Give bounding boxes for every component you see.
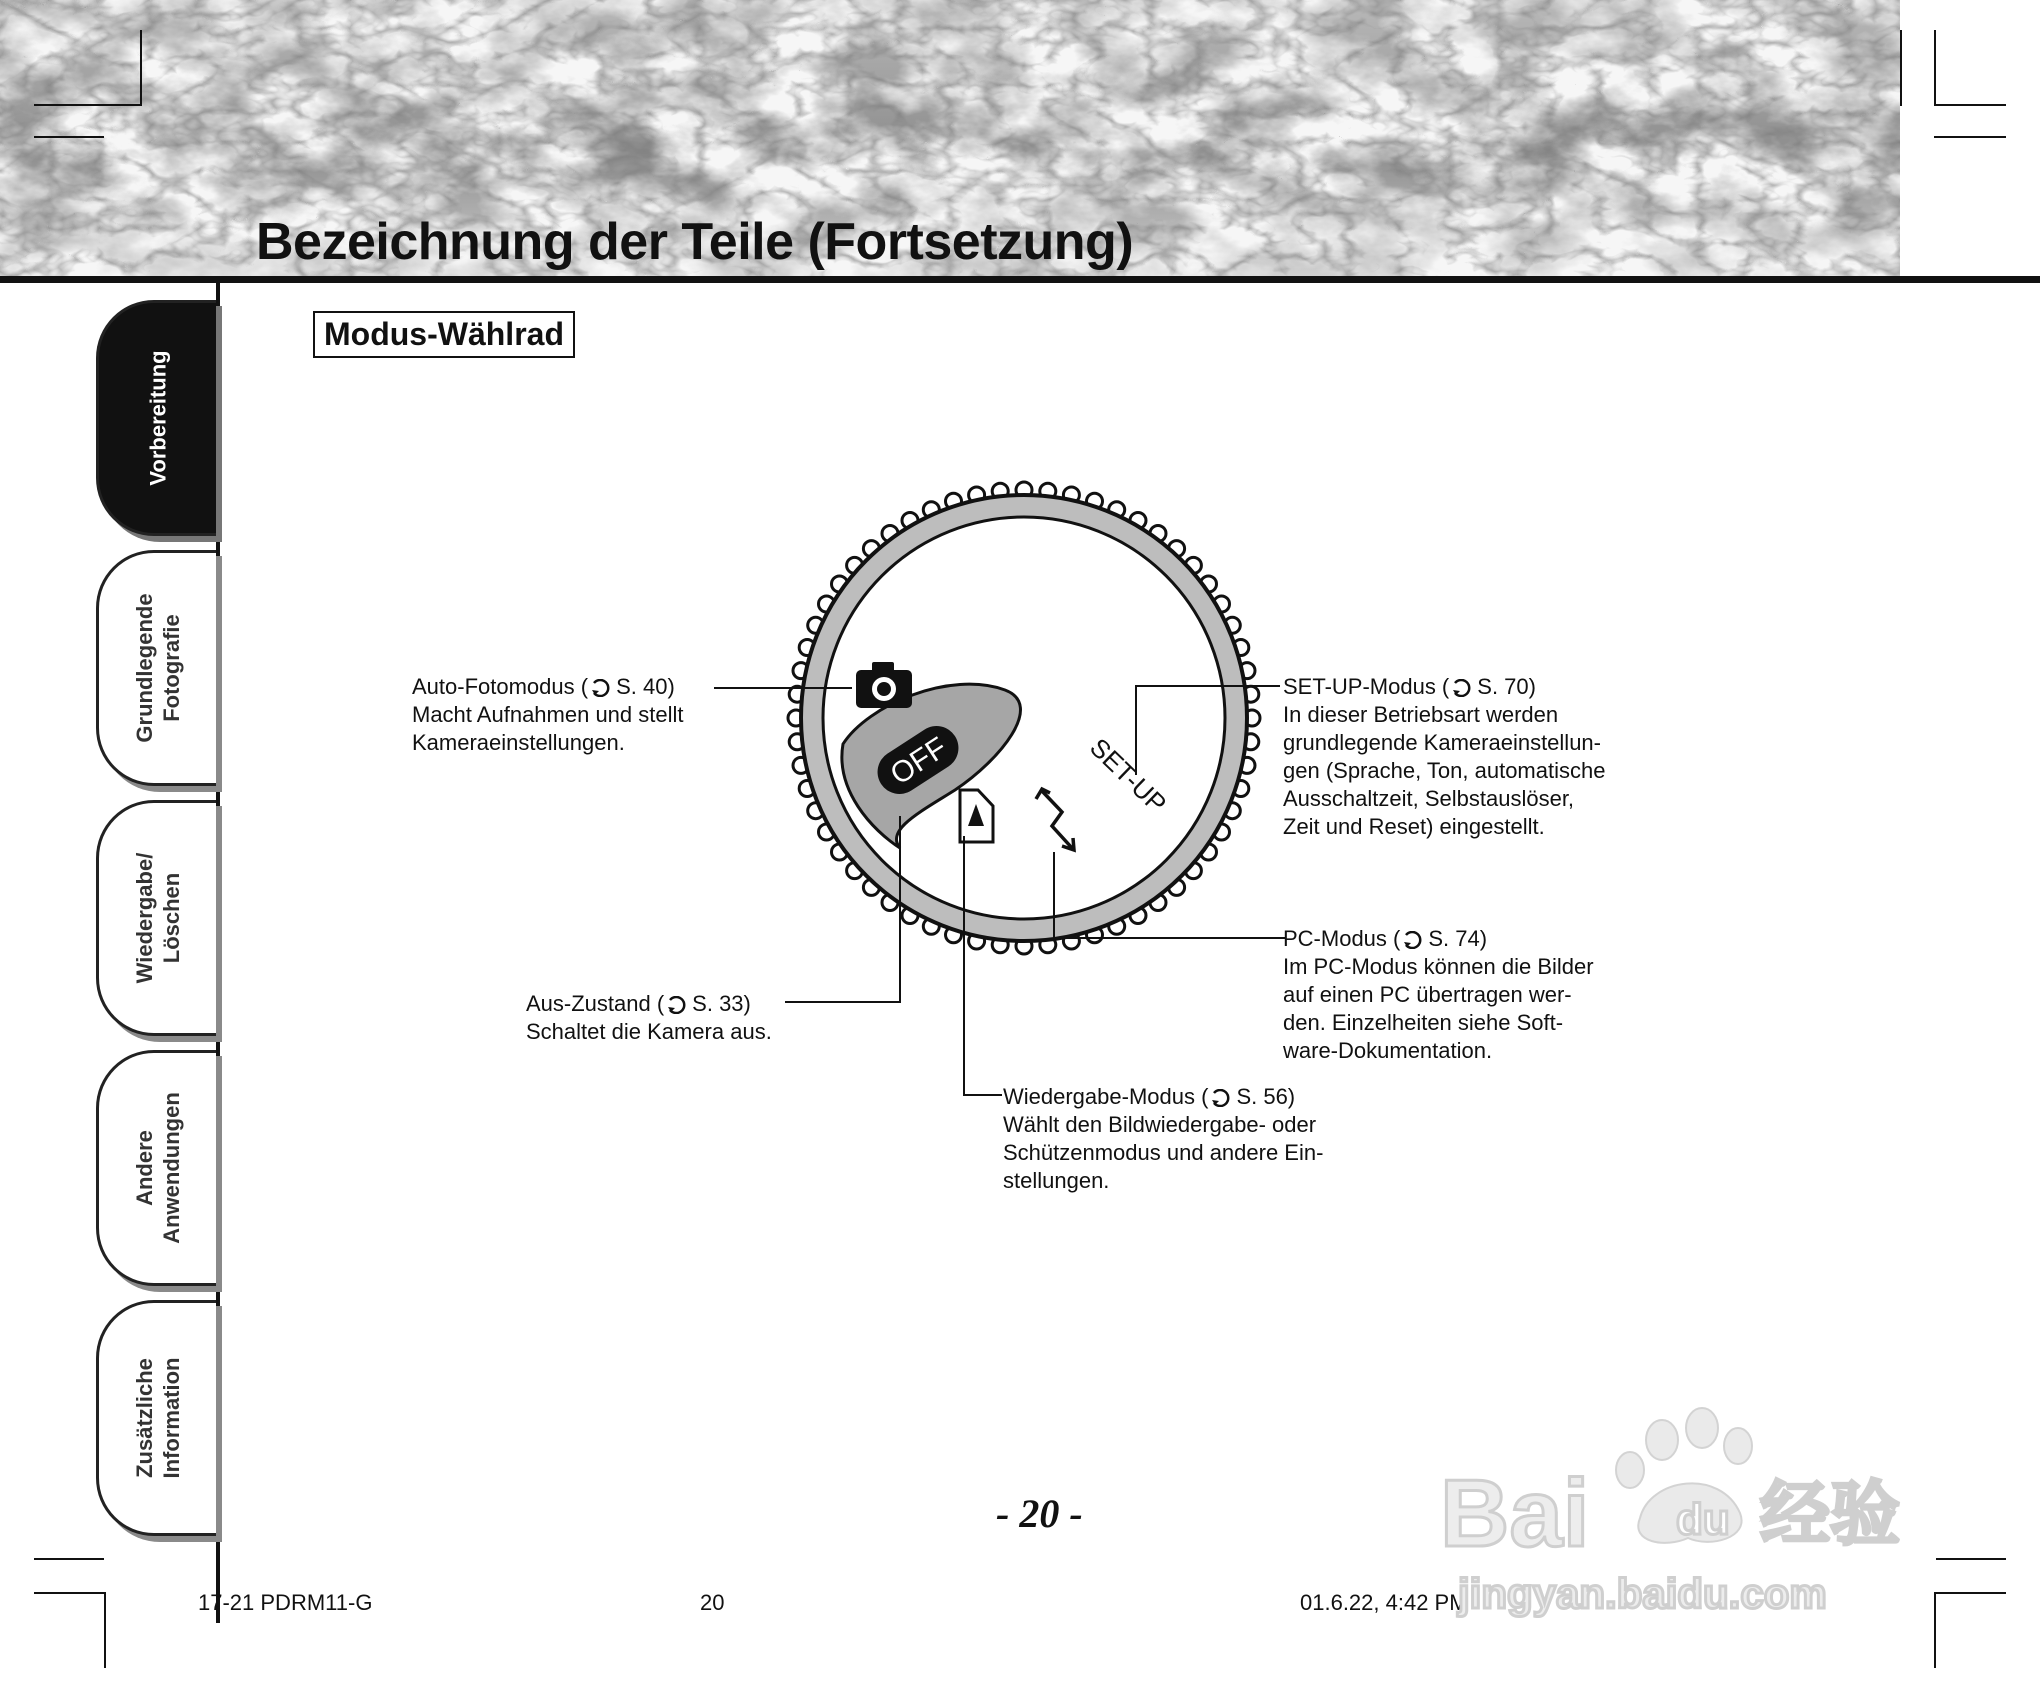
tab-label: Wiedergabe/ Löschen [131, 852, 184, 984]
svg-text:经验: 经验 [1760, 1475, 1900, 1553]
callout-text-line: auf einen PC übertragen wer- [1283, 982, 1572, 1007]
callout-text-line: Schaltet die Kamera aus. [526, 1019, 772, 1044]
tab-label: Vorbereitung [145, 350, 170, 486]
off-label: OFF [884, 731, 953, 792]
baidu-watermark-logo [1440, 1398, 1960, 1628]
callout-text-line: stellungen. [1003, 1168, 1110, 1193]
callout-text-line: gen (Sprache, Ton, automatische [1283, 758, 1606, 783]
footer-right: 01.6.22, 4:42 PM [1300, 1590, 1468, 1615]
footer-left: 17-21 PDRM11-G [198, 1590, 373, 1615]
callout-text-line: Macht Aufnahmen und stellt [412, 702, 684, 727]
setup-label: SET-UP [1084, 732, 1173, 819]
callout-pc-modus [1283, 925, 1594, 1065]
crop-mark [34, 104, 140, 106]
tab-label: Zusätzliche Information [131, 1357, 184, 1479]
callout-text-line: Ausschaltzeit, Selbstauslöser, [1283, 786, 1575, 811]
callout-title-line: Auto-Fotomodus ( S. 40) [412, 674, 675, 699]
callout-text-line: Zeit und Reset) eingestellt. [1283, 814, 1545, 839]
callout-text-line: Kameraeinstellungen. [412, 730, 625, 755]
svg-text:Bai: Bai [1440, 1460, 1590, 1567]
callout-title-line: Aus-Zustand ( S. 33) [526, 991, 751, 1016]
footer-center: 20 [700, 1590, 725, 1615]
page-ref-icon [667, 996, 689, 1014]
page-title: Bezeichnung der Teile (Fortsetzung) [256, 213, 1134, 271]
callout-wiedergabe-modus [1003, 1083, 1323, 1195]
crop-mark [1934, 30, 1936, 106]
tab-label: Andere Anwendungen [131, 1092, 184, 1244]
callout-text-line: Schützenmodus und andere Ein- [1003, 1140, 1324, 1165]
crop-mark [140, 30, 142, 106]
callout-text-line: Im PC-Modus können die Bilder [1283, 954, 1594, 979]
callout-title-line: PC-Modus ( S. 74) [1283, 926, 1488, 951]
callout-text-line: Wählt den Bildwiedergabe- oder [1003, 1112, 1317, 1137]
crop-mark [34, 1592, 104, 1594]
callout-aus-zustand [526, 990, 772, 1046]
crop-mark [34, 1558, 104, 1560]
callout-text-line: In dieser Betriebsart werden [1283, 702, 1559, 727]
crop-mark [104, 1592, 106, 1668]
section-label: Modus-Wählrad [313, 311, 575, 358]
callout-text-line: grundlegende Kameraeinstellun- [1283, 730, 1601, 755]
page-number: - 20 - [996, 1491, 1083, 1536]
svg-text:jingyan.baidu.com: jingyan.baidu.com [1458, 1570, 1827, 1617]
svg-text:du: du [1676, 1495, 1730, 1544]
crop-mark [34, 136, 104, 138]
callout-auto-foto [412, 673, 684, 757]
page-ref-icon [1452, 679, 1474, 697]
crop-mark [1934, 136, 2006, 138]
callout-text-line: den. Einzelheiten siehe Soft- [1283, 1010, 1564, 1035]
callout-title-line: SET-UP-Modus ( S. 70) [1283, 674, 1536, 699]
crop-mark [1900, 30, 1902, 106]
page-ref-icon [591, 679, 613, 697]
crop-mark [1934, 104, 2006, 106]
callout-title-line: Wiedergabe-Modus ( S. 56) [1003, 1084, 1296, 1109]
callout-text-line: ware-Dokumentation. [1283, 1038, 1493, 1063]
page-ref-icon [1211, 1089, 1233, 1107]
callout-setup-modus [1283, 673, 1605, 841]
tab-label: Grundlegende Fotografie [131, 593, 184, 743]
page-ref-icon [1403, 931, 1425, 949]
